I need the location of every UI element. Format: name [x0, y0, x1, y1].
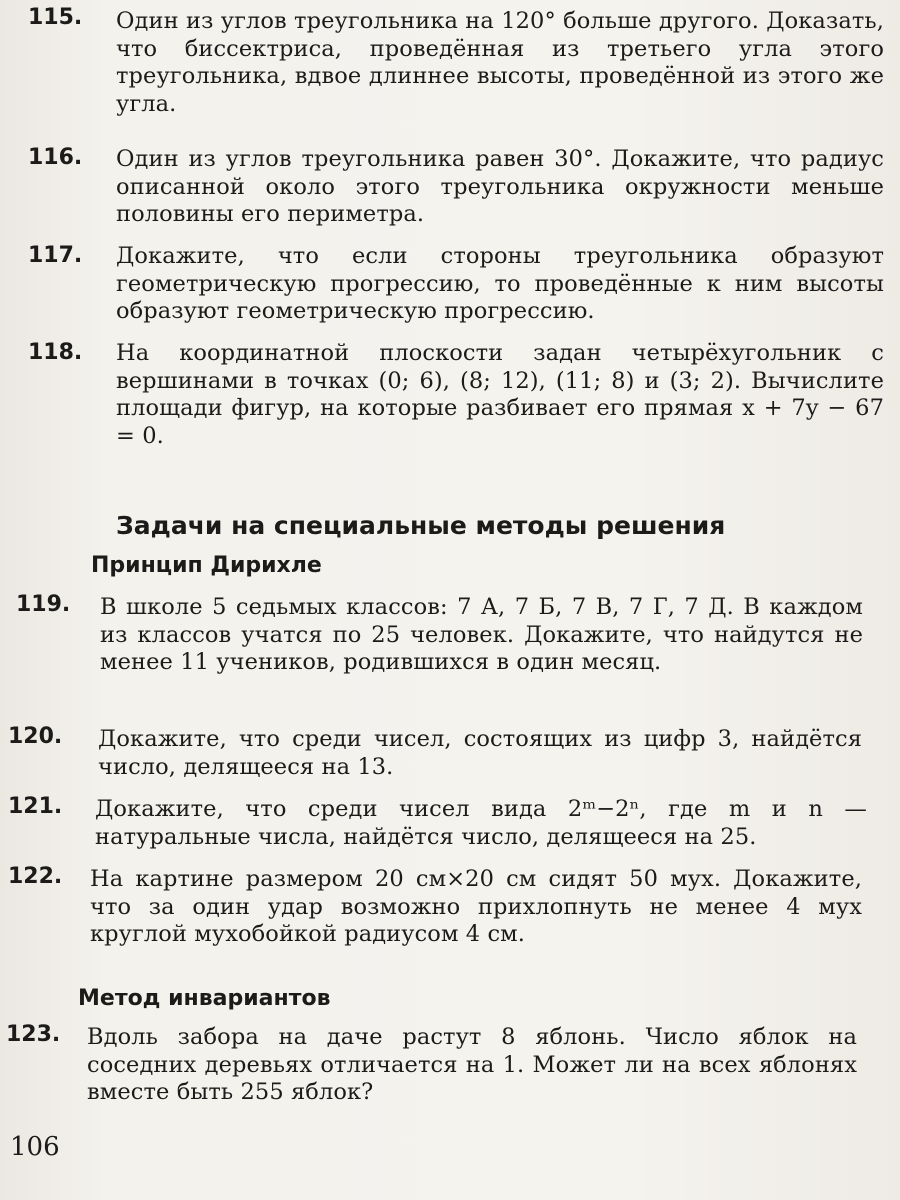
problem-number-123: 123. — [6, 1022, 61, 1047]
subheading-dirichlet: Принцип Дирихле — [91, 553, 322, 578]
problem-text-121: Докажите, что среди чисел вида 2ᵐ−2ⁿ, где m и n — натуральные числа, найдётся число, делящееся на 25. — [95, 796, 867, 850]
problem-number-117: 117. — [28, 243, 83, 268]
problem-text-122: На картине размером 20 см×20 см сидят 50 мух. Докажите, что за один удар возможно прихлопнуть не менее 4 мух круглой мухобойкой радиусом 4 см. — [90, 866, 862, 947]
problem-number-119: 119. — [16, 592, 71, 617]
section-heading: Задачи на специальные методы решения — [116, 511, 726, 540]
problem-number-115: 115. — [28, 5, 83, 30]
problem-text-120: Докажите, что среди чисел, состоящих из цифр 3, найдётся число, делящееся на 13. — [98, 726, 862, 780]
problem-text-119: В школе 5 седьмых классов: 7 А, 7 Б, 7 В, 7 Г, 7 Д. В каждом из классов учатся по 25 человек. Докажите, что найдутся не менее 11 учеников, родившихся в один месяц. — [100, 594, 863, 675]
problem-text-115: Один из углов треугольника на 120° больше другого. Доказать, что биссектриса, проведённая из третьего угла этого треугольника, вдвое длиннее высоты, проведённой из этого же угла. — [116, 8, 884, 117]
problem-number-121: 121. — [8, 794, 63, 819]
problem-number-120: 120. — [8, 724, 63, 749]
problem-text-116: Один из углов треугольника равен 30°. Докажите, что радиус описанной около этого треугольника окружности меньше половины его периметра. — [116, 146, 884, 227]
problem-number-118: 118. — [28, 340, 83, 365]
problem-text-117: Докажите, что если стороны треугольника образуют геометрическую прогрессию, то проведённые к ним высоты образуют геометрическую прогрессию. — [116, 243, 884, 324]
problem-number-122: 122. — [8, 864, 63, 889]
problem-number-116: 116. — [28, 145, 83, 170]
subheading-invariants: Метод инвариантов — [78, 986, 331, 1011]
page-number: 106 — [10, 1132, 60, 1162]
problem-text-118: На координатной плоскости задан четырёхугольник с вершинами в точках (0; 6), (8; 12), (11; 8) и (3; 2). Вычислите площади фигур, на которые разбивает его прямая x + 7y − 67 = 0. — [116, 340, 884, 449]
problem-text-123: Вдоль забора на даче растут 8 яблонь. Число яблок на соседних деревьях отличается на 1. Может ли на всех яблонях вместе быть 255 яблок? — [87, 1024, 857, 1105]
bleed-through-text — [884, 345, 890, 369]
